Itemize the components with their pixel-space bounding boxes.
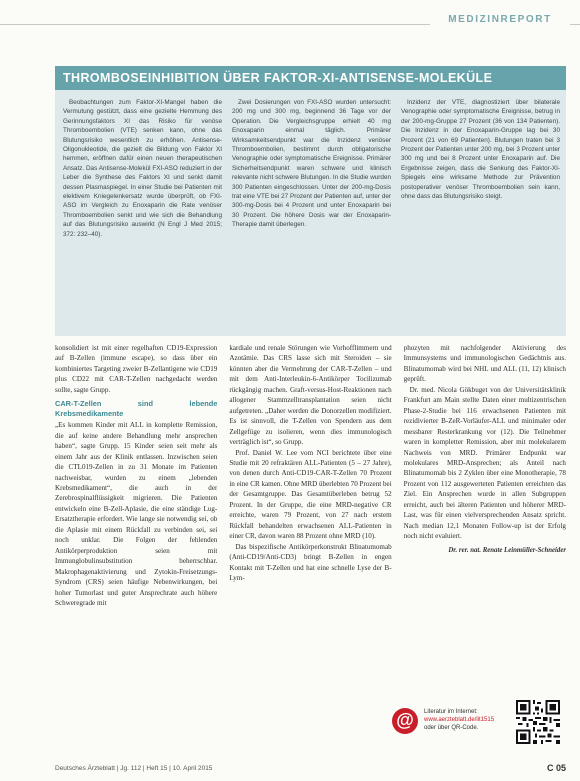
article-body: [55, 343, 566, 713]
literature-link[interactable]: www.aerzteblatt.de/lit1515: [424, 717, 495, 723]
section-label: MEDIZINREPORT: [430, 14, 570, 25]
page-footer: [55, 765, 566, 777]
paragraph: konsolidiert ist mit einer regelhaften CD19-Expression auf B-Zellen (immune escape), so dass über ein kombiniertes Targeting zweier B-Zellantigene wie CD19 plus CD22 mit CAR-T-Zellen nachgedacht werden sollte, sagte Grupp.: [55, 344, 218, 394]
info-box-text-3: Inzidenz der VTE, diagnostiziert über bilaterale Venographie oder symptomatische Ereignisse, betrug in der 200-mg-Gruppe 27 Prozent (36 von 134 Patienten). Die Inzidenz in der Enoxaparin-Gruppe lag bei 30 Prozent (21 von 69 Patienten). Blutungen traten bei 3 Prozent der Patienten unter 200 mg, bei 3 Prozent unter 300 mg und bei 8 Prozent unter Enoxaparin auf. Die Ergebnisse zeigen, dass die Senkung des Faktor-XI-Spiegels eine wirksame Methode zur Prävention postoperativer venöser Thromboembolien sein kann, ohne dass das Blutungsrisiko steigt.: [401, 99, 560, 201]
paragraph: Dr. med. Nicola Gökbuget von der Universitätsklinik Frankfurt am Main stellte Daten einer multizentrischen Phase-2-Studie bei 116 erwachsenen Patienten mit rezidivierter B-ZeR-Vorläufer-ALL und minimaler oder messbarer Resterkrankung vor (12). Die Teilnehmer waren in kompletter Remission, aber mit molekularem Nachweis von MRD. Primärer Endpunkt war molekulares MRD-Ansprechen; als Anteil nach Blinatumomab bis 2 Zyklen über eine Monotherapie, 78 Prozent von 112 ausgewerteten Patienten erreichten das Ziel. Ein Ansprechen wurde in allen Subgruppen erreicht, auch bei älteren Patienten und höherer MRD-Last, was für einen vielversprechenden Ansatz spricht. Nach median 12,1 Monaten Follow-up ist der Erfolg noch nicht evaluiert.: [403, 385, 566, 541]
literature-suffix: oder über QR-Code.: [424, 725, 479, 731]
footer-citation: Deutsches Ärzteblatt | Jg. 112 | Heft 15 | 10. April 2015: [55, 765, 213, 772]
at-sign-icon: @: [392, 708, 418, 734]
paragraph: kardiale und renale Störungen wie Vorhofflimmern und Azotämie. Das CRS lasse sich mit Steroiden – sie könnten aber die Vermehrung der CAR-T-Zellen – und mit dem Anti-Interleukin-6-Antikörper Tocilizumab rückgängig machen. Graft-versus-Host-Reaktionen nach allogener Stammzelltransplantation seien nicht aufgetreten. „Daher werden die Donorzellen modifiziert. Es ist sinnvoll, die T-Zellen von Spendern aus dem Zellgefüge zu isolieren, wenn dies immunologisch verträglich ist“, so Grupp.: [229, 344, 392, 447]
paragraph: Prof. Daniel W. Lee vom NCI berichtete über eine Studie mit 20 refraktären ALL-Patienten (5 – 27 Jahre), von denen durch Anti-CD19-CAR-T-Zellen 70 Prozent in eine CR kamen. Ohne MRD überlebten 70 Prozent bei der Gesamtgruppe. Das Gesamtüberleben betrug 52 Prozent. In der Gruppe, die eine MRD-negative CR erreichte, waren 79 Prozent, von 27 nach erstem Rückfall behandelten erwachsenen ALL-Patienten in einer CR, davon waren 88 Prozent ohne MRD (10).: [229, 448, 392, 541]
author-line: Dr. rer. nat. Renate Leinmüller-Schneider: [448, 546, 566, 554]
info-box-text-2: Zwei Dosierungen von FXI-ASO wurden untersucht: 200 mg und 300 mg, beginnend 36 Tage vor der Operation. Die Vergleichsgruppe erhielt 40 mg Enoxaparin einmal täglich. Primärer Wirksamkeitsendpunkt war die Inzidenz venöser Thromboembolien, bestimmt durch obligatorische Venographie oder symptomatische Ereignisse. Primärer Sicherheitsendpunkt waren schwere und klinisch relevante nicht schwere Blutungen. In die Studie wurden 300 Patienten eingeschlossen. Unter der 200-mg-Dosis trat eine VTE bei 27 Prozent der Patienten auf, unter der 300-mg-Dosis bei 4 Prozent und unter Enoxaparin bei 30 Prozent. Die höhere Dosis war der Enoxaparin-Therapie damit überlegen.: [232, 99, 391, 229]
page-number: C 05: [546, 763, 566, 773]
article-column-3: [404, 343, 566, 713]
article-column-2: [229, 343, 391, 713]
subheading: CAR-T-Zellen sind lebende Krebsmedikamente: [55, 399, 218, 419]
paragraph: Das bispezifische Antikörperkonstrukt Blinatumomab (Anti-CD19/Anti-CD3) bringt B-Zellen in engen Kontakt mit T-Zellen und hat eine schnelle Lyse der B-Lym-: [229, 542, 392, 582]
paragraph: phozyten mit nachfolgender Aktivierung des Immunsystems und immunologischen Gedächtnis aus. Blinatumomab wird bei NHL und ALL (11, 12) klinisch geprüft.: [403, 344, 566, 384]
info-box-column-2: [232, 98, 391, 330]
article-column-1: [55, 343, 217, 713]
literature-text: [424, 708, 509, 732]
literature-label: Literatur im Internet:: [424, 709, 478, 715]
qr-code-icon[interactable]: [516, 700, 560, 744]
paragraph: „Es kommen Kinder mit ALL in komplette Remission, die auf keine andere Behandlung mehr ansprechen haben“, sagte Grupp. 15 Kinder seien seit mehr als einem Jahr aus der Klinik entlassen. Inzwischen seien die CTL019-Zellen in zu 31 Monate im Patienten nachweisbar, wurden zu einem „lebenden Krebsmedikament“, die auch in der Zerebrospinalflüssigkeit migrieren. Die Patienten entwickeln eine B-Zell-Aplasie, die eine ständige Lug-Ersatztherapie erfordert. Wie lange sie notwendig sei, ob die Aplasie mit einem Rückfall zu verbinden sei, sei noch unklar. Die Folgen der fehlenden Antikörperproduktion seien mit Immunglobulinsubstitution beherrschbar. Makrophagenaktivierung und Zytokin-Freisetzungs-Syndrom (CRS) seien häufige Nebenwirkungen, bei hoher Tumorlast und guter Ansprechrate auch höhere Schweregrade mit: [55, 421, 218, 607]
info-box-column-1: [63, 98, 222, 330]
literature-box: [392, 700, 567, 744]
info-box-text-1: Beobachtungen zum Faktor-XI-Mangel haben die Vermutung gestützt, dass eine gezielte Hemmung des Gerinnungsfaktors XI das Risiko für venöse Thromboembolien (VTE) senken kann, ohne das Blutungsrisiko wesentlich zu erhöhen. Antisense-Oligonukleotide, die gezielt die Bildung von Faktor XI hemmen, eröffnen dafür einen neuen therapeutischen Ansatz. Das Antisense-Molekül FXI-ASO reduziert in der Leber die Synthese des Faktors XI und senkt damit dessen Plasmaspiegel. In einer Studie bei Patienten mit elektivem Kniegelenkersatz wurde überprüft, ob FXI-ASO im Vergleich zu Enoxaparin die Rate venöser Thromboembolien senkt und wie sich die Behandlung auf das Blutungsrisiko auswirkt (N Engl J Med 2015; 372: 232–40).: [63, 99, 222, 238]
info-box-columns: [63, 98, 560, 330]
info-box-title: THROMBOSEINHIBITION ÜBER FAKTOR-XI-ANTISENSE-MOLEKÜLE: [55, 66, 566, 90]
info-box-column-3: [401, 98, 560, 330]
